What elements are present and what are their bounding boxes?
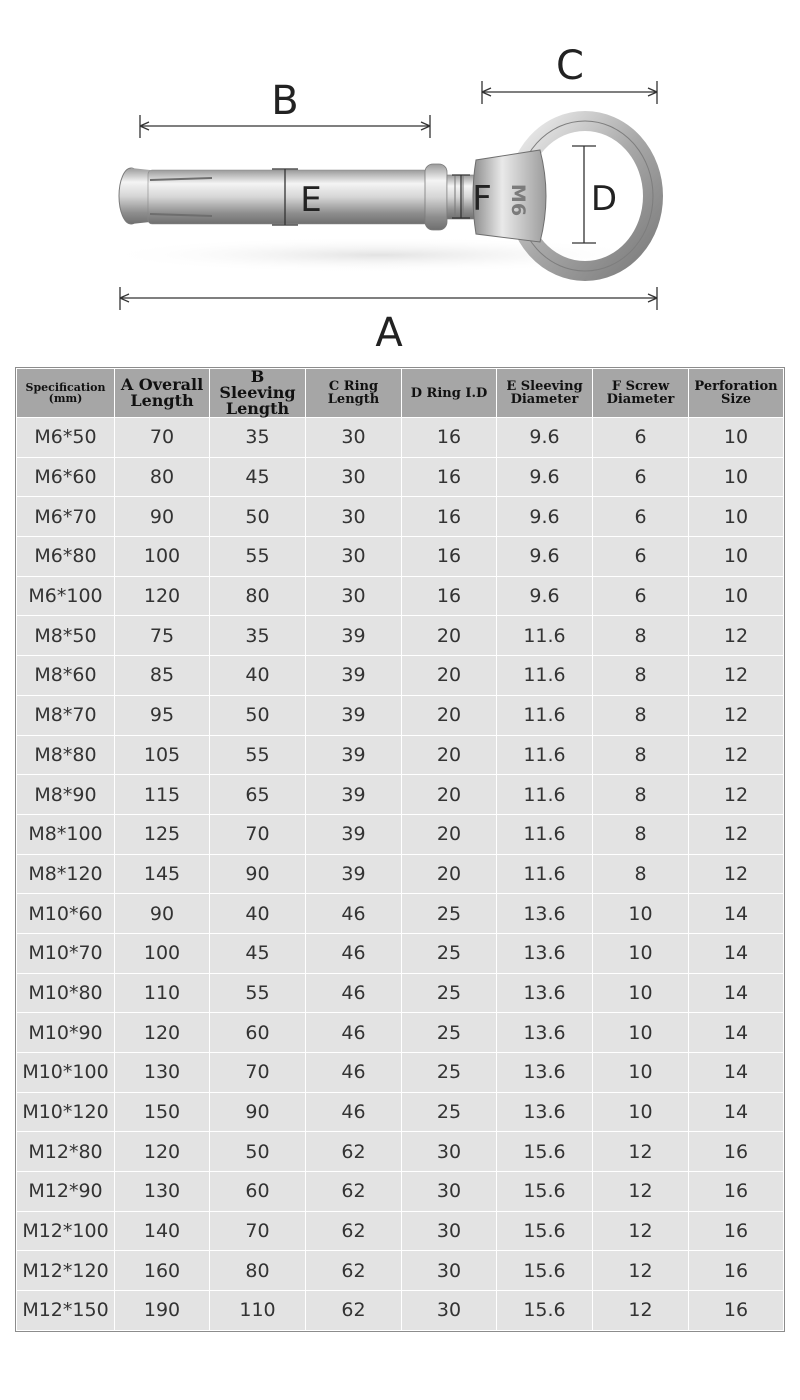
- cell-perforation-size: 10: [689, 537, 784, 577]
- cell-ring-length: 30: [306, 457, 402, 497]
- cell-ring-length: 39: [306, 735, 402, 775]
- cell-perforation-size: 12: [689, 656, 784, 696]
- table-header-row: [17, 369, 784, 418]
- cell-sleeving-diameter: 11.6: [497, 656, 593, 696]
- cell-sleeving-diameter: 11.6: [497, 695, 593, 735]
- cell-ring-id: 25: [402, 933, 497, 973]
- cell-overall-length: 100: [115, 933, 210, 973]
- header-ring-id: D Ring I.D: [402, 369, 497, 418]
- cell-overall-length: 75: [115, 616, 210, 656]
- header-overall-length: A Overall Length: [115, 369, 210, 418]
- table-row: [17, 973, 784, 1013]
- table-row: [17, 1211, 784, 1251]
- cell-spec: M10*70: [17, 933, 115, 973]
- header-screw-diameter: F Screw Diameter: [593, 369, 689, 418]
- cell-screw-diameter: 8: [593, 735, 689, 775]
- cell-ring-length: 46: [306, 973, 402, 1013]
- cell-overall-length: 95: [115, 695, 210, 735]
- cell-ring-id: 20: [402, 695, 497, 735]
- cell-perforation-size: 12: [689, 775, 784, 815]
- table-row: [17, 656, 784, 696]
- dimension-a: [120, 287, 657, 310]
- header-ring-length: C Ring Length: [306, 369, 402, 418]
- cell-ring-length: 30: [306, 497, 402, 537]
- cell-ring-length: 39: [306, 616, 402, 656]
- cell-overall-length: 120: [115, 1013, 210, 1053]
- table-row: [17, 497, 784, 537]
- cell-overall-length: 145: [115, 854, 210, 894]
- cell-overall-length: 110: [115, 973, 210, 1013]
- cell-sleeving-length: 55: [210, 735, 306, 775]
- cell-screw-diameter: 6: [593, 418, 689, 458]
- label-f: F: [472, 179, 492, 219]
- cell-perforation-size: 12: [689, 695, 784, 735]
- cell-sleeving-length: 110: [210, 1291, 306, 1331]
- cell-sleeving-diameter: 15.6: [497, 1291, 593, 1331]
- cell-overall-length: 150: [115, 1092, 210, 1132]
- cell-ring-id: 16: [402, 537, 497, 577]
- cell-sleeving-diameter: 9.6: [497, 497, 593, 537]
- cell-screw-diameter: 6: [593, 576, 689, 616]
- cell-ring-length: 30: [306, 537, 402, 577]
- cell-perforation-size: 12: [689, 854, 784, 894]
- cell-overall-length: 160: [115, 1251, 210, 1291]
- cell-sleeving-diameter: 13.6: [497, 894, 593, 934]
- cell-ring-id: 30: [402, 1291, 497, 1331]
- cell-screw-diameter: 10: [593, 973, 689, 1013]
- cell-overall-length: 80: [115, 457, 210, 497]
- cell-sleeving-diameter: 15.6: [497, 1172, 593, 1212]
- cell-screw-diameter: 12: [593, 1251, 689, 1291]
- specification-table: [16, 368, 784, 1331]
- cell-sleeving-length: 60: [210, 1013, 306, 1053]
- cell-perforation-size: 14: [689, 933, 784, 973]
- cell-sleeving-diameter: 11.6: [497, 775, 593, 815]
- cell-spec: M12*90: [17, 1172, 115, 1212]
- cell-perforation-size: 10: [689, 418, 784, 458]
- cell-spec: M6*70: [17, 497, 115, 537]
- table-row: [17, 854, 784, 894]
- cell-sleeving-diameter: 13.6: [497, 1013, 593, 1053]
- cell-ring-id: 30: [402, 1251, 497, 1291]
- cell-ring-id: 16: [402, 576, 497, 616]
- cell-ring-id: 20: [402, 854, 497, 894]
- cell-spec: M10*120: [17, 1092, 115, 1132]
- cell-overall-length: 190: [115, 1291, 210, 1331]
- table-row: [17, 933, 784, 973]
- cell-perforation-size: 10: [689, 497, 784, 537]
- cell-sleeving-diameter: 15.6: [497, 1251, 593, 1291]
- cell-sleeving-length: 70: [210, 814, 306, 854]
- label-b: B: [271, 78, 299, 124]
- cell-sleeving-length: 80: [210, 1251, 306, 1291]
- cell-sleeving-length: 45: [210, 933, 306, 973]
- cell-sleeving-diameter: 13.6: [497, 933, 593, 973]
- eye-bolt-diagram: [0, 0, 800, 360]
- cell-spec: M10*100: [17, 1053, 115, 1093]
- table-row: [17, 775, 784, 815]
- cell-sleeving-length: 50: [210, 497, 306, 537]
- cell-ring-id: 30: [402, 1132, 497, 1172]
- table-row: [17, 616, 784, 656]
- header-perforation-size: Perforation Size: [689, 369, 784, 418]
- cell-perforation-size: 14: [689, 894, 784, 934]
- cell-screw-diameter: 6: [593, 497, 689, 537]
- cell-overall-length: 120: [115, 576, 210, 616]
- cell-ring-id: 16: [402, 497, 497, 537]
- cell-perforation-size: 14: [689, 1053, 784, 1093]
- cell-sleeving-length: 55: [210, 973, 306, 1013]
- cell-perforation-size: 10: [689, 576, 784, 616]
- cell-spec: M6*50: [17, 418, 115, 458]
- cell-ring-length: 46: [306, 933, 402, 973]
- cell-perforation-size: 16: [689, 1251, 784, 1291]
- cell-ring-id: 25: [402, 894, 497, 934]
- cell-spec: M8*60: [17, 656, 115, 696]
- cell-ring-length: 46: [306, 1013, 402, 1053]
- cell-ring-id: 25: [402, 1092, 497, 1132]
- cell-ring-id: 30: [402, 1172, 497, 1212]
- cell-spec: M8*120: [17, 854, 115, 894]
- cell-sleeving-diameter: 13.6: [497, 1053, 593, 1093]
- cell-ring-length: 62: [306, 1172, 402, 1212]
- cell-perforation-size: 14: [689, 1092, 784, 1132]
- cell-screw-diameter: 10: [593, 933, 689, 973]
- cell-spec: M8*80: [17, 735, 115, 775]
- cell-sleeving-diameter: 11.6: [497, 854, 593, 894]
- cell-ring-length: 39: [306, 695, 402, 735]
- cell-sleeving-length: 90: [210, 854, 306, 894]
- label-a: A: [375, 310, 403, 356]
- cell-spec: M12*150: [17, 1291, 115, 1331]
- cell-sleeving-length: 40: [210, 656, 306, 696]
- table-row: [17, 1053, 784, 1093]
- cell-perforation-size: 12: [689, 814, 784, 854]
- cell-spec: M8*70: [17, 695, 115, 735]
- label-d: D: [590, 179, 618, 219]
- cell-ring-length: 62: [306, 1251, 402, 1291]
- cell-overall-length: 125: [115, 814, 210, 854]
- cell-ring-length: 46: [306, 1053, 402, 1093]
- cell-sleeving-length: 90: [210, 1092, 306, 1132]
- cell-screw-diameter: 12: [593, 1172, 689, 1212]
- cell-overall-length: 90: [115, 497, 210, 537]
- cell-ring-id: 20: [402, 656, 497, 696]
- cell-sleeving-length: 45: [210, 457, 306, 497]
- cell-sleeving-diameter: 9.6: [497, 537, 593, 577]
- header-sleeving-diameter: E Sleeving Diameter: [497, 369, 593, 418]
- table-body: [17, 418, 784, 1331]
- bolt-collar: [425, 164, 477, 230]
- table-row: [17, 1132, 784, 1172]
- cell-screw-diameter: 6: [593, 537, 689, 577]
- cell-screw-diameter: 10: [593, 1092, 689, 1132]
- table-row: [17, 537, 784, 577]
- cell-screw-diameter: 10: [593, 894, 689, 934]
- cell-ring-id: 20: [402, 616, 497, 656]
- cell-screw-diameter: 6: [593, 457, 689, 497]
- cell-sleeving-diameter: 9.6: [497, 457, 593, 497]
- cell-ring-length: 46: [306, 894, 402, 934]
- cell-perforation-size: 14: [689, 973, 784, 1013]
- table-row: [17, 735, 784, 775]
- cell-ring-id: 20: [402, 814, 497, 854]
- cell-spec: M10*80: [17, 973, 115, 1013]
- cell-ring-id: 16: [402, 418, 497, 458]
- cell-ring-id: 20: [402, 775, 497, 815]
- table-row: [17, 1092, 784, 1132]
- cell-screw-diameter: 8: [593, 656, 689, 696]
- cell-sleeving-length: 70: [210, 1053, 306, 1093]
- table-row: [17, 894, 784, 934]
- cell-perforation-size: 12: [689, 735, 784, 775]
- cell-spec: M10*90: [17, 1013, 115, 1053]
- table-row: [17, 457, 784, 497]
- cell-sleeving-diameter: 9.6: [497, 576, 593, 616]
- cell-sleeving-length: 55: [210, 537, 306, 577]
- cell-screw-diameter: 10: [593, 1053, 689, 1093]
- cell-ring-id: 25: [402, 1053, 497, 1093]
- cell-overall-length: 115: [115, 775, 210, 815]
- cell-overall-length: 85: [115, 656, 210, 696]
- cell-sleeving-length: 70: [210, 1211, 306, 1251]
- cell-sleeving-diameter: 11.6: [497, 616, 593, 656]
- table-row: [17, 576, 784, 616]
- cell-sleeving-diameter: 13.6: [497, 973, 593, 1013]
- cell-ring-length: 39: [306, 775, 402, 815]
- cell-ring-length: 30: [306, 418, 402, 458]
- cell-screw-diameter: 12: [593, 1132, 689, 1172]
- cell-perforation-size: 14: [689, 1013, 784, 1053]
- cell-ring-id: 25: [402, 1013, 497, 1053]
- cell-sleeving-length: 80: [210, 576, 306, 616]
- cell-ring-length: 39: [306, 854, 402, 894]
- table-row: [17, 814, 784, 854]
- cell-ring-length: 62: [306, 1132, 402, 1172]
- table-row: [17, 418, 784, 458]
- cell-ring-id: 20: [402, 735, 497, 775]
- cell-screw-diameter: 8: [593, 854, 689, 894]
- cell-ring-id: 25: [402, 973, 497, 1013]
- cell-sleeving-length: 50: [210, 695, 306, 735]
- cell-sleeving-diameter: 15.6: [497, 1132, 593, 1172]
- cell-ring-length: 30: [306, 576, 402, 616]
- cell-spec: M6*100: [17, 576, 115, 616]
- table-row: [17, 1291, 784, 1331]
- cell-overall-length: 130: [115, 1053, 210, 1093]
- header-specification: Specification (mm): [17, 369, 115, 418]
- cell-spec: M10*60: [17, 894, 115, 934]
- cell-overall-length: 130: [115, 1172, 210, 1212]
- cell-sleeving-length: 40: [210, 894, 306, 934]
- cell-sleeving-diameter: 13.6: [497, 1092, 593, 1132]
- cell-screw-diameter: 12: [593, 1211, 689, 1251]
- cell-perforation-size: 16: [689, 1291, 784, 1331]
- cell-screw-diameter: 8: [593, 814, 689, 854]
- cell-ring-length: 62: [306, 1291, 402, 1331]
- cell-sleeving-length: 50: [210, 1132, 306, 1172]
- cell-screw-diameter: 8: [593, 616, 689, 656]
- cell-overall-length: 70: [115, 418, 210, 458]
- cell-sleeving-diameter: 11.6: [497, 735, 593, 775]
- cell-perforation-size: 16: [689, 1211, 784, 1251]
- cell-screw-diameter: 12: [593, 1291, 689, 1331]
- label-e: E: [300, 180, 322, 220]
- cell-overall-length: 120: [115, 1132, 210, 1172]
- cell-screw-diameter: 8: [593, 775, 689, 815]
- cell-ring-length: 46: [306, 1092, 402, 1132]
- cell-perforation-size: 16: [689, 1132, 784, 1172]
- cell-sleeving-diameter: 9.6: [497, 418, 593, 458]
- cell-overall-length: 90: [115, 894, 210, 934]
- cell-overall-length: 140: [115, 1211, 210, 1251]
- cell-spec: M8*90: [17, 775, 115, 815]
- cell-spec: M8*50: [17, 616, 115, 656]
- cell-spec: M6*60: [17, 457, 115, 497]
- table-row: [17, 1172, 784, 1212]
- cell-spec: M12*100: [17, 1211, 115, 1251]
- cell-ring-length: 62: [306, 1211, 402, 1251]
- bolt-sleeve: [119, 168, 438, 224]
- cell-spec: M12*120: [17, 1251, 115, 1291]
- cell-ring-length: 39: [306, 814, 402, 854]
- label-c: C: [556, 43, 584, 89]
- cell-sleeving-length: 65: [210, 775, 306, 815]
- cell-overall-length: 105: [115, 735, 210, 775]
- cell-sleeving-length: 60: [210, 1172, 306, 1212]
- cell-ring-id: 30: [402, 1211, 497, 1251]
- cell-screw-diameter: 8: [593, 695, 689, 735]
- cell-ring-length: 39: [306, 656, 402, 696]
- table-row: [17, 695, 784, 735]
- cell-perforation-size: 10: [689, 457, 784, 497]
- cell-sleeving-diameter: 11.6: [497, 814, 593, 854]
- cell-perforation-size: 12: [689, 616, 784, 656]
- cell-sleeving-length: 35: [210, 418, 306, 458]
- cell-sleeving-length: 35: [210, 616, 306, 656]
- cell-screw-diameter: 10: [593, 1013, 689, 1053]
- cell-spec: M8*100: [17, 814, 115, 854]
- cell-perforation-size: 16: [689, 1172, 784, 1212]
- cell-spec: M6*80: [17, 537, 115, 577]
- size-stamp: M6: [507, 183, 529, 217]
- header-sleeving-length: B Sleeving Length: [210, 369, 306, 418]
- cell-ring-id: 16: [402, 457, 497, 497]
- table-row: [17, 1013, 784, 1053]
- table-row: [17, 1251, 784, 1291]
- cell-overall-length: 100: [115, 537, 210, 577]
- cell-spec: M12*80: [17, 1132, 115, 1172]
- cell-sleeving-diameter: 15.6: [497, 1211, 593, 1251]
